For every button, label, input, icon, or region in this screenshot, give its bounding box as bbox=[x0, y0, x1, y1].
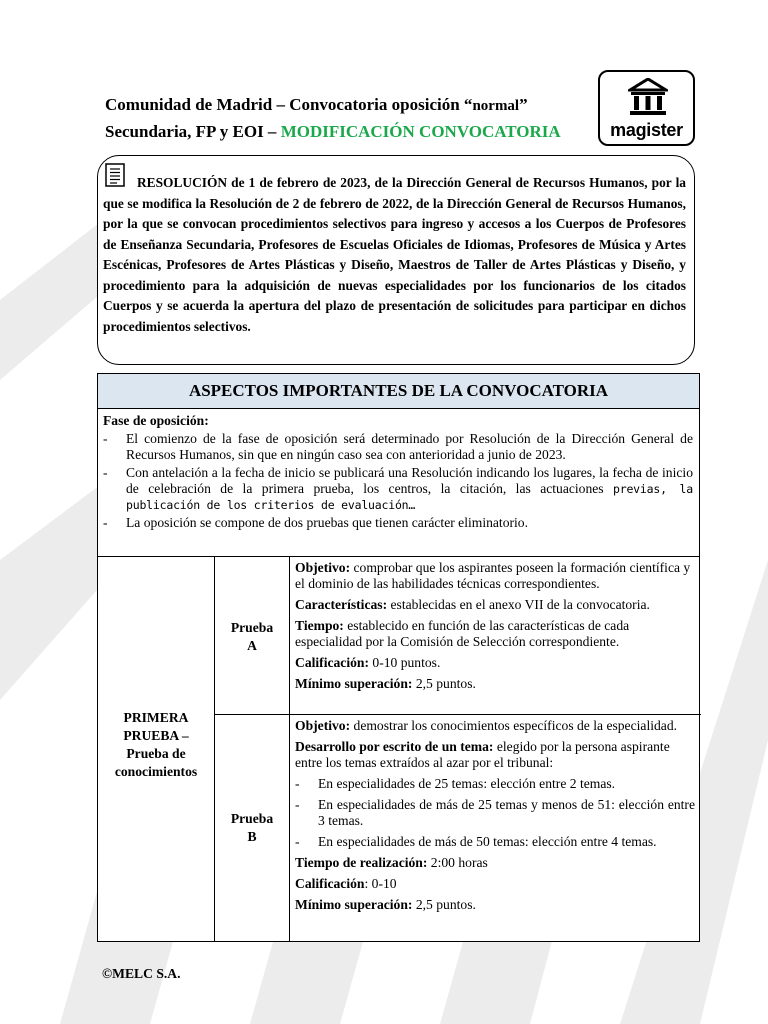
prueba-a-label-line: Prueba bbox=[230, 620, 274, 635]
table-title: ASPECTOS IMPORTANTES DE LA CONVOCATORIA bbox=[98, 374, 699, 409]
primera-prueba-label-line: PRUEBA – bbox=[123, 728, 189, 743]
field-value: 2,5 puntos. bbox=[412, 676, 476, 691]
header-normal-word: normal bbox=[472, 98, 520, 114]
fase-item-3: La oposición se compone de dos pruebas que tienen carácter eliminatorio. bbox=[126, 515, 529, 530]
resolution-box bbox=[97, 155, 695, 365]
field-label: Objetivo: bbox=[295, 718, 351, 733]
header-line-1 bbox=[105, 92, 595, 119]
prueba-b-bullet-1: En especialidades de 25 temas: elección entre 2 temas. bbox=[318, 776, 616, 791]
field-value: 2:00 horas bbox=[427, 855, 488, 870]
prueba-a-label-line: A bbox=[247, 638, 257, 653]
fase-item-2-main: Con antelación a la fecha de inicio se publicará una Resolución indicando los lugares, la fecha de inicio de celebración de la primera prueba, los centros, la citación, las actuaciones bbox=[126, 465, 693, 496]
list-item bbox=[295, 834, 695, 850]
prueba-a-description bbox=[295, 560, 695, 697]
prueba-a-tiempo bbox=[295, 618, 695, 650]
header-modification-label: MODIFICACIÓN CONVOCATORIA bbox=[280, 122, 561, 141]
prueba-b-objetivo bbox=[295, 718, 695, 734]
prueba-b-description bbox=[295, 718, 695, 918]
fase-title: Fase de oposición: bbox=[103, 413, 209, 428]
field-value: 2,5 puntos. bbox=[412, 897, 476, 912]
prueba-b-calificacion bbox=[295, 876, 695, 892]
prueba-a-row bbox=[215, 557, 701, 715]
field-label: Calificación: bbox=[295, 655, 369, 670]
bullet-dash: - bbox=[295, 834, 300, 849]
fase-item-1: El comienzo de la fase de oposición será determinado por Resolución de la Dirección General de Recursos Humanos, sin que en ningún caso sea con anterioridad a junio de 2023. bbox=[126, 431, 693, 462]
resolution-text: RESOLUCIÓN de 1 de febrero de 2023, de la Dirección General de Recursos Humanos, por la que se modifica la Resolución de 2 de febrero de 2022, de la Dirección General de Recursos Humanos, por la que se convocan procedimientos selectivos para ingreso y accesos a los Cuerpos de Profesores de Enseñanza Secundaria, Profesores de Escuelas Oficiales de Idiomas, Profesores de Música y Artes Escénicas, Profesores de Artes Plásticas y Diseño, Maestros de Taller de Artes Plásticas y Diseño, y procedimiento para la adquisición de nuevas especialidades por los funcionarios de los citados Cuerpos y se acuerda la apertura del plazo de presentación de solicitudes para participar en dichos procedimientos selectivos. bbox=[103, 175, 686, 334]
logo-text: magister bbox=[610, 120, 683, 140]
prueba-a-label bbox=[215, 619, 289, 655]
header-line-2-prefix: Secundaria, FP y EOI – bbox=[105, 122, 281, 141]
field-label: Tiempo: bbox=[295, 618, 344, 633]
field-value: : 0-10 bbox=[364, 876, 397, 891]
primera-prueba-cell bbox=[98, 557, 215, 942]
bullet-dash: - bbox=[103, 465, 108, 480]
prueba-a-caracteristicas bbox=[295, 597, 695, 613]
pruebas-grid bbox=[98, 557, 699, 942]
bullet-dash: - bbox=[295, 797, 300, 812]
field-value: establecido en función de las características de cada especialidad por la Comisión de Selección correspondiente. bbox=[295, 618, 630, 649]
bullet-dash: - bbox=[103, 431, 108, 446]
field-label: Calificación bbox=[295, 876, 365, 891]
fase-item-2-tail: previas, la publicación de los criterios de evaluación… bbox=[126, 482, 693, 512]
field-label: Objetivo: bbox=[295, 560, 351, 575]
document-icon bbox=[105, 163, 125, 187]
primera-prueba-label bbox=[98, 709, 214, 781]
field-value: demostrar los conocimientos específicos de la especialidad. bbox=[350, 718, 678, 733]
document-header bbox=[105, 92, 595, 144]
field-label: Mínimo superación: bbox=[295, 897, 413, 912]
list-item bbox=[103, 465, 693, 513]
prueba-b-row bbox=[215, 715, 701, 942]
primera-prueba-label-line: conocimientos bbox=[114, 764, 198, 779]
convocatoria-table bbox=[97, 373, 700, 942]
prueba-a-objetivo bbox=[295, 560, 695, 592]
header-line-1-suffix: ” bbox=[519, 95, 528, 114]
prueba-b-bullet-2: En especialidades de más de 25 temas y menos de 51: elección entre 3 temas. bbox=[318, 797, 695, 828]
header-line-1-prefix: Comunidad de Madrid – Convocatoria oposición “ bbox=[105, 95, 473, 114]
header-line-2 bbox=[105, 119, 595, 144]
prueba-a-calificacion bbox=[295, 655, 695, 671]
field-value: elegido por la persona aspirante entre los temas extraídos al azar por el tribunal: bbox=[295, 739, 670, 770]
list-item bbox=[103, 431, 693, 463]
bullet-dash: - bbox=[295, 776, 300, 791]
footer-copyright: ©MELC S.A. bbox=[102, 966, 181, 981]
primera-prueba-label-line: PRIMERA bbox=[123, 710, 189, 725]
fase-oposicion-section bbox=[98, 409, 699, 557]
field-label: Desarrollo por escrito de un tema: bbox=[295, 739, 494, 754]
prueba-b-bullet-3: En especialidades de más de 50 temas: elección entre 4 temas. bbox=[318, 834, 657, 849]
field-label: Características: bbox=[295, 597, 388, 612]
list-item bbox=[103, 515, 693, 531]
primera-prueba-label-line: Prueba de bbox=[126, 746, 186, 761]
field-label: Mínimo superación: bbox=[295, 676, 413, 691]
prueba-b-tiempo bbox=[295, 855, 695, 871]
magister-logo bbox=[598, 70, 695, 146]
bullet-dash: - bbox=[103, 515, 108, 530]
field-label: Tiempo de realización: bbox=[295, 855, 428, 870]
classical-building-icon bbox=[628, 78, 668, 116]
field-value: 0-10 puntos. bbox=[369, 655, 441, 670]
list-item bbox=[295, 797, 695, 829]
field-value: establecidas en el anexo VII de la convocatoria. bbox=[387, 597, 650, 612]
prueba-b-minimo bbox=[295, 897, 695, 913]
list-item bbox=[295, 776, 695, 792]
prueba-a-minimo bbox=[295, 676, 695, 692]
prueba-b-label-line: B bbox=[247, 829, 257, 844]
prueba-b-desarrollo bbox=[295, 739, 695, 771]
field-value: comprobar que los aspirantes poseen la formación científica y el dominio de las habilidades técnicas correspondientes. bbox=[295, 560, 691, 591]
prueba-b-label bbox=[215, 810, 289, 846]
prueba-b-label-line: Prueba bbox=[230, 811, 274, 826]
fase-item-2 bbox=[126, 465, 693, 513]
